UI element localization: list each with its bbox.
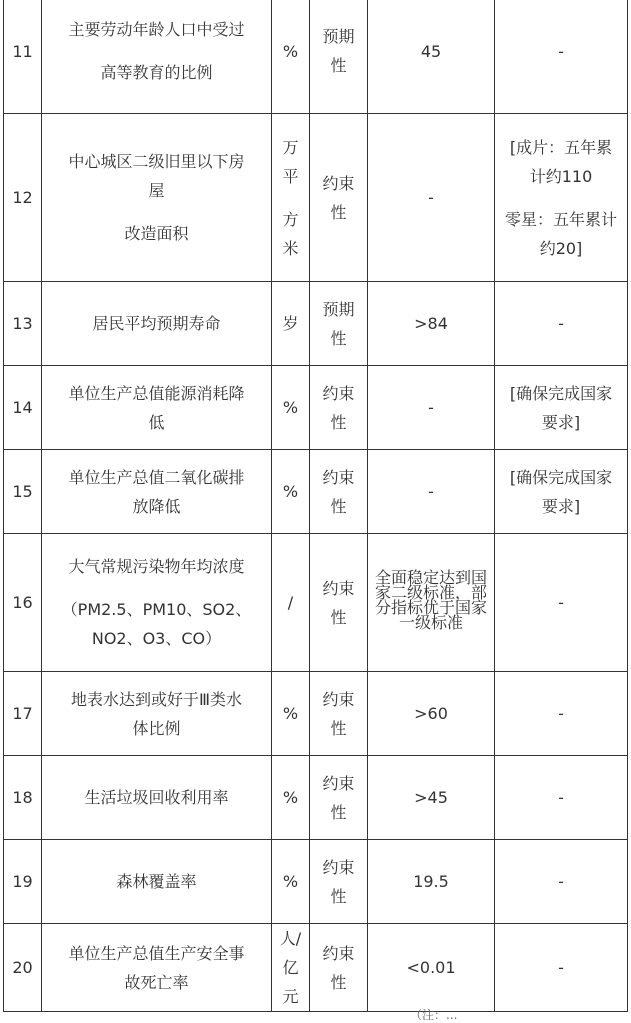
target-value-cell: <0.01 [368, 924, 495, 1012]
type-line: 约束 [322, 578, 355, 598]
type-cell [310, 672, 368, 756]
indicator-line: 体比例 [132, 718, 181, 738]
type-line: 性 [330, 802, 347, 822]
unit-cell: 岁 [272, 282, 310, 366]
note-cell [495, 114, 628, 282]
target-value-cell: 19.5 [368, 840, 495, 924]
note-cell: - [495, 0, 628, 114]
indicator-line: 主要劳动年龄人口中受过 [68, 20, 245, 39]
type-line: 性 [330, 886, 347, 906]
unit-cell: % [272, 366, 310, 450]
unit-line: 人/ [279, 929, 302, 948]
unit-cell [272, 924, 310, 1012]
note-cell [495, 366, 628, 450]
indicator-cell: 居民平均预期寿命 [42, 282, 272, 366]
type-line: 性 [330, 202, 347, 222]
note-cell: - [495, 672, 628, 756]
indicator-line: 单位生产总值生产安全事 [68, 943, 245, 963]
table-row [4, 0, 628, 114]
type-cell [310, 756, 368, 840]
indicator-line: 单位生产总值能源消耗降 [68, 383, 245, 403]
note-cell [495, 450, 628, 534]
indicator-line: 中心城区二级旧里以下房 [68, 152, 245, 171]
target-value-cell: >60 [368, 672, 495, 756]
indicator-line: 高等教育的比例 [100, 63, 213, 82]
indicator-cell [42, 924, 272, 1012]
note-cell: - [495, 924, 628, 1012]
note-cell: - [495, 282, 628, 366]
type-line: 预期 [322, 27, 355, 46]
indicator-line: 故死亡率 [124, 972, 189, 992]
unit-cell: % [272, 450, 310, 534]
note-cell: - [495, 756, 628, 840]
row-number: 13 [4, 282, 42, 366]
note-cell: - [495, 534, 628, 672]
type-cell [310, 366, 368, 450]
type-line: 约束 [322, 773, 355, 793]
target-value-cell: - [368, 366, 495, 450]
row-number: 11 [4, 0, 42, 114]
indicator-line: 改造面积 [124, 224, 189, 243]
footnote-text: （注：... [410, 1008, 458, 1022]
indicator-line: 大气常规污染物年均浓度 [68, 557, 245, 576]
type-line: 性 [330, 972, 347, 992]
unit-cell: % [272, 0, 310, 114]
indicator-cell: 森林覆盖率 [42, 840, 272, 924]
indicator-line: 地表水达到或好于Ⅲ类水 [70, 689, 243, 709]
table-row [4, 114, 628, 282]
row-number: 17 [4, 672, 42, 756]
row-number: 20 [4, 924, 42, 1012]
target-value-text: 全面稳定达到国家二级标准，部分指标优于国家一级标准 [374, 567, 487, 632]
indicator-cell [42, 114, 272, 282]
type-line: 约束 [322, 943, 355, 963]
type-line: 性 [330, 328, 347, 348]
type-cell [310, 924, 368, 1012]
indicator-line: 单位生产总值二氧化碳排 [68, 467, 245, 487]
type-line: 性 [330, 56, 347, 75]
row-number: 16 [4, 534, 42, 672]
note-line: [成片：五年累 [509, 137, 613, 157]
target-value-cell: - [368, 114, 495, 282]
target-value-cell: - [368, 450, 495, 534]
row-number: 12 [4, 114, 42, 282]
target-value-cell [368, 534, 495, 672]
type-line: 约束 [322, 857, 355, 877]
type-cell [310, 282, 368, 366]
type-line: 性 [330, 718, 347, 738]
table-row [4, 282, 628, 366]
unit-line: 亿元 [282, 958, 299, 1006]
row-number: 15 [4, 450, 42, 534]
row-number: 14 [4, 366, 42, 450]
type-line: 预期 [322, 299, 355, 319]
unit-cell: % [272, 840, 310, 924]
table-row [4, 366, 628, 450]
indicator-cell: 生活垃圾回收利用率 [42, 756, 272, 840]
table-row [4, 534, 628, 672]
indicator-cell [42, 0, 272, 114]
type-cell [310, 0, 368, 114]
note-line: 零星：五年累计 [504, 209, 617, 229]
note-cell: - [495, 840, 628, 924]
table-row [4, 840, 628, 924]
unit-cell: % [272, 756, 310, 840]
note-line: 要求] [541, 496, 581, 516]
unit-cell: / [272, 534, 310, 672]
unit-cell: % [272, 672, 310, 756]
indicator-line: NO2、O3、CO） [91, 629, 222, 648]
type-cell [310, 450, 368, 534]
type-cell [310, 534, 368, 672]
note-line: [确保完成国家 [509, 383, 613, 403]
type-line: 性 [330, 412, 347, 432]
indicator-cell [42, 672, 272, 756]
indicator-line: 屋 [148, 181, 165, 200]
unit-line: 万平 [282, 137, 299, 186]
note-line: [确保完成国家 [509, 467, 613, 487]
note-line: 要求] [541, 412, 581, 432]
note-line: 约20] [539, 238, 583, 258]
unit-cell [272, 114, 310, 282]
unit-line: 方米 [282, 209, 299, 258]
type-cell [310, 840, 368, 924]
type-line: 性 [330, 496, 347, 516]
row-number: 18 [4, 756, 42, 840]
target-value-cell: >84 [368, 282, 495, 366]
indicator-line: 低 [148, 412, 165, 432]
type-line: 约束 [322, 689, 355, 709]
type-line: 约束 [322, 383, 355, 403]
indicator-cell [42, 534, 272, 672]
indicator-cell [42, 450, 272, 534]
row-number: 19 [4, 840, 42, 924]
note-line: 计约110 [529, 166, 593, 186]
indicator-line: （PM2.5、PM10、SO2、 [61, 600, 252, 619]
type-cell [310, 114, 368, 282]
type-line: 约束 [322, 467, 355, 487]
target-value-cell: 45 [368, 0, 495, 114]
table-row [4, 924, 628, 1012]
table-row [4, 756, 628, 840]
table-row [4, 672, 628, 756]
indicator-line: 放降低 [132, 496, 181, 516]
table-row [4, 450, 628, 534]
type-line: 约束 [322, 173, 355, 193]
indicator-cell [42, 366, 272, 450]
type-line: 性 [330, 607, 347, 627]
indicator-table [3, 0, 628, 1012]
target-value-cell: >45 [368, 756, 495, 840]
